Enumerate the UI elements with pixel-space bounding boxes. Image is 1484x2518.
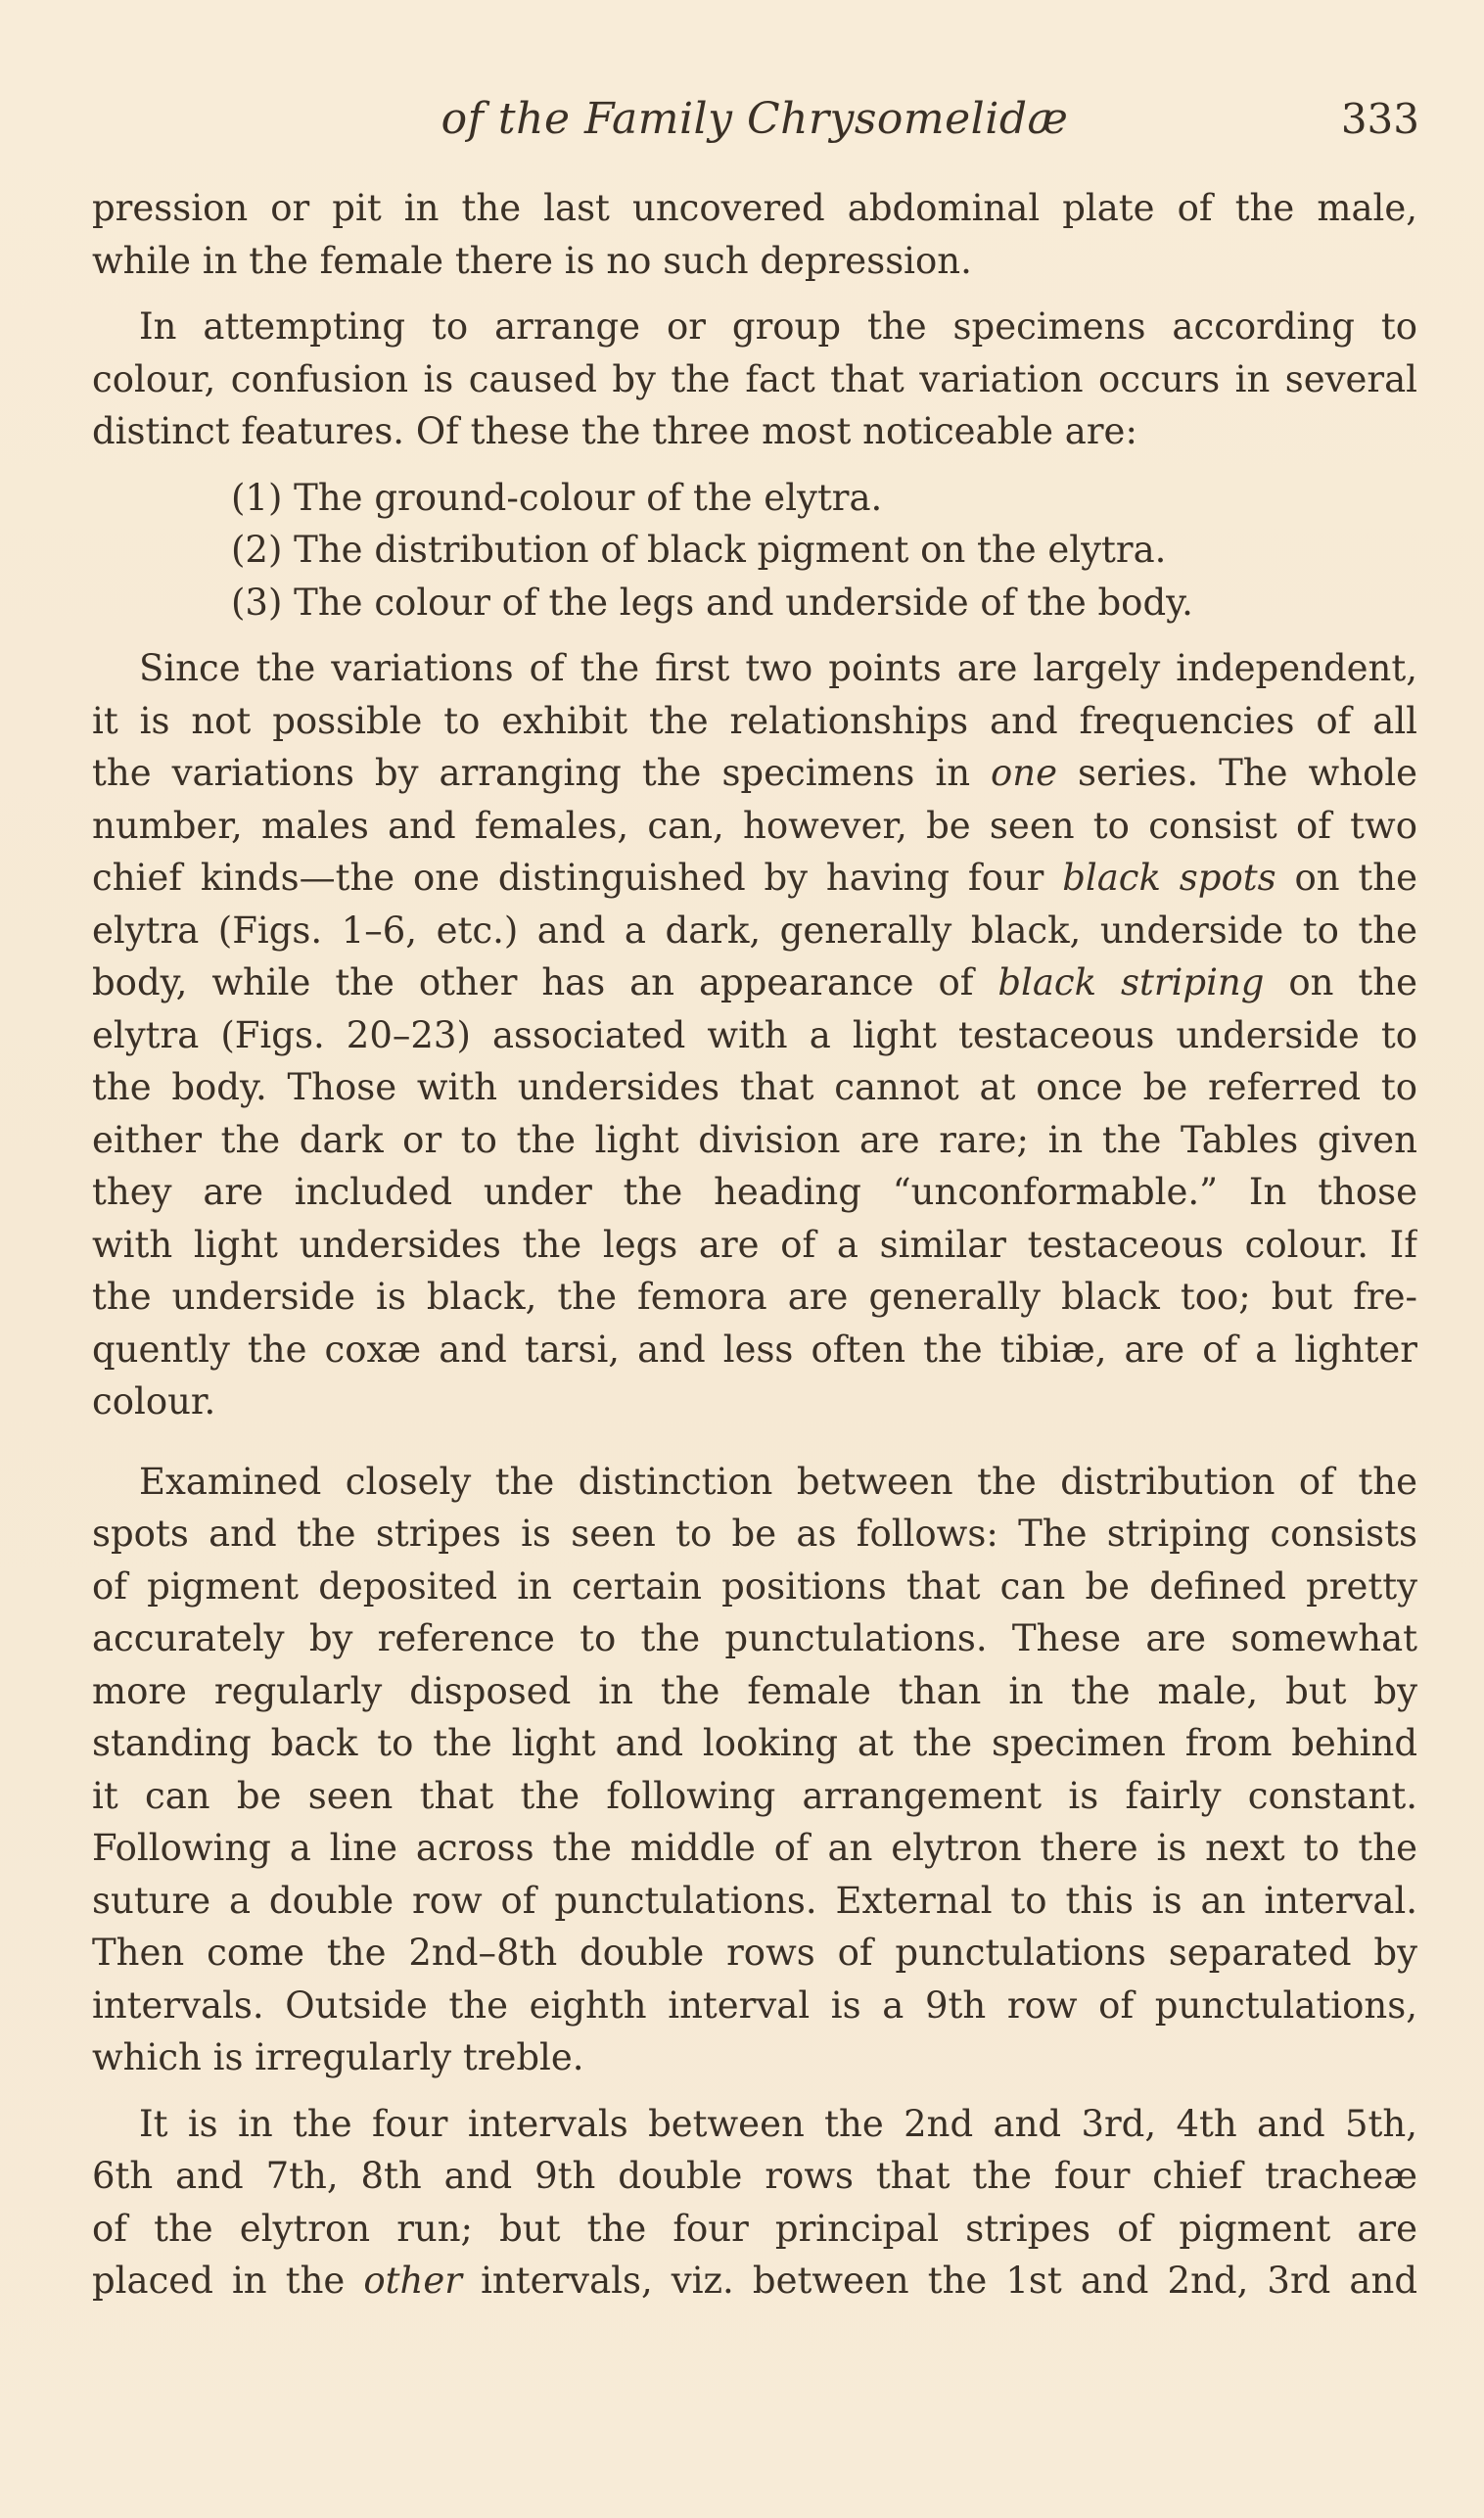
text-line: while in the female there is no such depression.	[92, 239, 972, 282]
text-line: they are included under the heading “unconformable.” In those	[92, 1171, 1417, 1213]
text-line: spots and the stripes is seen to be as follows: The striping consists	[92, 1513, 1417, 1555]
list-item: (3) The colour of the legs and underside of the body.	[231, 581, 1193, 624]
paragraph	[92, 301, 1417, 458]
text-line: colour.	[92, 1380, 216, 1422]
text-line: distinct features. Of these the three most noticeable are:	[92, 410, 1137, 452]
italic-text: black striping	[997, 961, 1265, 1003]
list-item: (2) The distribution of black pigment on the elytra.	[231, 529, 1167, 571]
text-line: it is not possible to exhibit the relationships and frequencies of all	[92, 699, 1417, 742]
text-line: Examined closely the distinction between the distribution of the	[139, 1460, 1417, 1503]
text-line: of pigment deposited in certain positions that can be defined pretty	[92, 1564, 1417, 1608]
italic-text: black spots	[1062, 857, 1276, 899]
text-line: In attempting to arrange or group the specimens according to	[139, 305, 1417, 348]
text-line: elytra (Figs. 1–6, etc.) and a dark, generally black, underside to the	[92, 909, 1417, 952]
text-line: elytra (Figs. 20–23) associated with a light testaceous underside to	[92, 1013, 1417, 1056]
paragraph	[92, 642, 1417, 1428]
text-line: placed in the other intervals, viz. between the 1st and 2nd, 3rd and	[92, 2260, 1417, 2302]
text-line: Then come the 2nd–8th double rows of punctulations separated by	[92, 1932, 1417, 1974]
text-line: standing back to the light and looking at the specimen from behind	[92, 1722, 1417, 1764]
text-line: Since the variations of the first two points are largely independent,	[139, 647, 1417, 689]
text-line: 6th and 7th, 8th and 9th double rows that the four chief tracheæ	[92, 2155, 1417, 2197]
text-line: body, while the other has an appearance of black striping on the	[92, 961, 1417, 1003]
text-line: of the elytron run; but the four principal stripes of pigment are	[92, 2207, 1417, 2250]
paragraph	[92, 182, 1417, 287]
text-line: the body. Those with undersides that cannot at once be referred to	[92, 1066, 1417, 1108]
numbered-list	[92, 472, 1417, 630]
text-line: Following a line across the middle of an elytron there is next to the	[92, 1827, 1417, 1869]
page-body	[92, 182, 1417, 2308]
text-line: number, males and females, can, however, be seen to consist of two	[92, 804, 1417, 847]
text-line: quently the coxæ and tarsi, and less often the tibiæ, are of a lighter	[92, 1328, 1417, 1371]
text-line: with light undersides the legs are of a similar testaceous colour. If	[92, 1223, 1417, 1266]
text-line: it can be seen that the following arrangement is fairly constant.	[92, 1774, 1417, 1817]
text-line: more regularly disposed in the female than in the male, but by	[92, 1669, 1417, 1712]
italic-text: other	[363, 2260, 462, 2302]
paragraph	[92, 2098, 1417, 2308]
text-line: chief kinds—the one distinguished by having four black spots on the	[92, 857, 1417, 899]
running-head: of the Family Chrysomelidæ	[441, 94, 1069, 144]
text-line: colour, confusion is caused by the fact that variation occurs in several	[92, 357, 1417, 400]
text-line: which is irregularly treble.	[92, 2036, 584, 2078]
list-item: (1) The ground-colour of the elytra.	[231, 476, 883, 519]
text-line: the variations by arranging the specimens in one series. The whole	[92, 752, 1417, 794]
paragraph	[92, 1456, 1417, 2084]
text-line: accurately by reference to the punctulations. These are somewhat	[92, 1617, 1417, 1659]
text-line: the underside is black, the femora are generally black too; but fre-	[92, 1276, 1417, 1318]
italic-text: one	[991, 752, 1058, 794]
page-number: 333	[1340, 95, 1419, 143]
page-header	[90, 90, 1419, 149]
text-line: either the dark or to the light division are rare; in the Tables given	[92, 1118, 1417, 1161]
text-line: intervals. Outside the eighth interval is a 9th row of punctulations,	[92, 1983, 1417, 2027]
text-line: It is in the four intervals between the 2nd and 3rd, 4th and 5th,	[139, 2102, 1417, 2145]
text-line: suture a double row of punctulations. External to this is an interval.	[92, 1879, 1417, 1922]
text-line: pression or pit in the last uncovered abdominal plate of the male,	[92, 187, 1417, 229]
